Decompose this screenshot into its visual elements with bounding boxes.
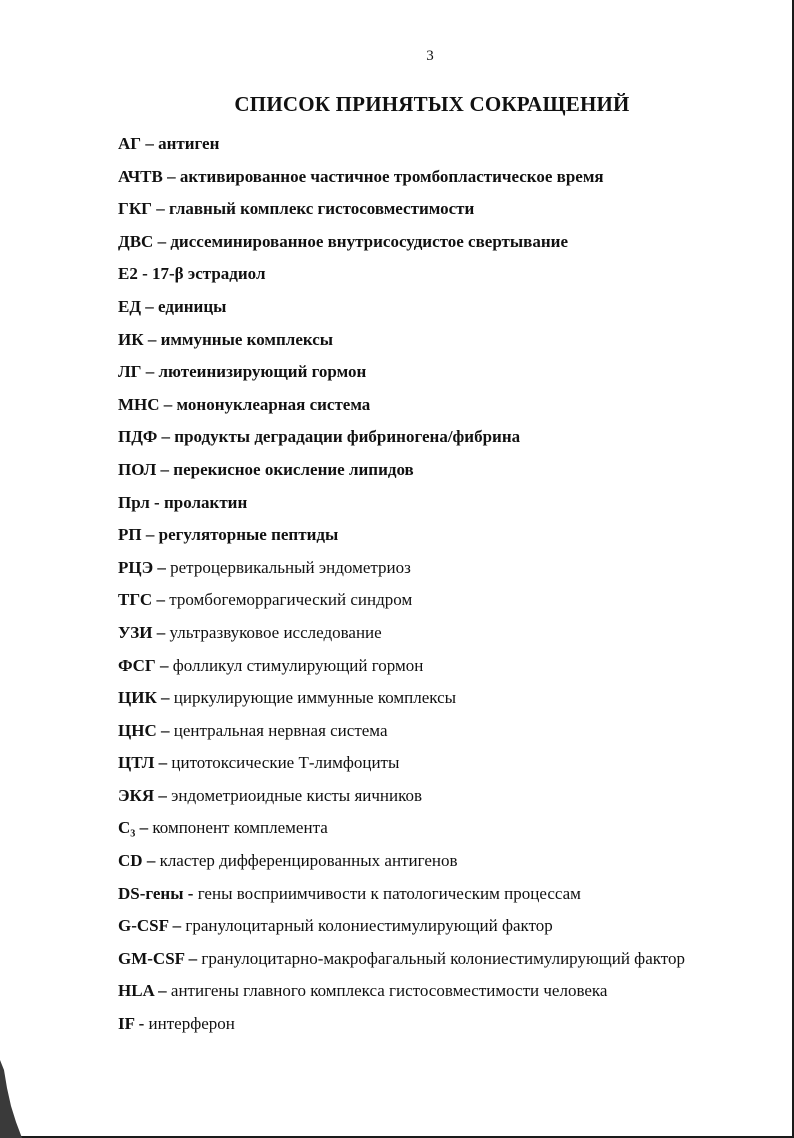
abbreviation-separator: – xyxy=(168,916,186,936)
abbreviation-term: УЗИ xyxy=(118,622,153,642)
list-item xyxy=(118,943,778,976)
abbreviation-separator: – xyxy=(152,622,170,642)
list-item xyxy=(118,356,778,389)
abbreviation-separator: – xyxy=(141,134,159,153)
abbreviation-definition: мононуклеарная система xyxy=(176,394,371,414)
abbreviation-separator: – xyxy=(156,688,174,708)
list-item xyxy=(118,975,778,1008)
abbreviation-term: МНС xyxy=(118,394,160,414)
list-item xyxy=(118,324,778,357)
abbreviation-separator: – xyxy=(154,785,172,805)
abbreviation-separator: – xyxy=(157,427,175,447)
abbreviation-term: ГКГ xyxy=(118,199,152,219)
abbreviation-term: ЦИК xyxy=(118,688,157,708)
page-title: СПИСОК ПРИНЯТЫХ СОКРАЩЕНИЙ xyxy=(234,92,630,116)
list-item xyxy=(118,291,778,324)
abbreviation-definition: ретроцервикальный эндометриоз xyxy=(170,557,411,577)
abbreviation-separator: – xyxy=(156,459,174,479)
abbreviation-term: РЦЭ xyxy=(118,557,154,577)
abbreviation-term: Прл xyxy=(118,492,150,512)
abbreviation-definition: центральная нервная система xyxy=(173,720,388,740)
abbreviation-definition: диссеминированное внутрисосудистое свертывание xyxy=(170,231,568,251)
abbreviation-term: ТГС xyxy=(118,590,153,610)
abbreviation-definition: фолликул стимулирующий гормон xyxy=(172,655,424,675)
abbreviation-definition: цитотоксические Т-лимфоциты xyxy=(171,753,400,773)
list-item xyxy=(118,161,778,194)
abbreviation-term: IF xyxy=(118,1014,135,1034)
abbreviation-term: ДВС xyxy=(118,231,154,251)
abbreviation-term: ЕД xyxy=(118,296,142,316)
abbreviation-term: G-CSF xyxy=(118,916,169,936)
abbreviation-separator: – xyxy=(135,818,153,838)
abbreviation-definition: интерферон xyxy=(148,1014,235,1034)
page-number: 3 xyxy=(426,48,434,64)
abbreviation-separator: – xyxy=(141,362,159,382)
list-item xyxy=(118,584,778,617)
list-item xyxy=(118,258,778,291)
abbreviation-separator: – xyxy=(141,296,159,316)
abbreviation-definition: эндометриоидные кисты яичников xyxy=(171,785,423,805)
list-item xyxy=(118,389,778,422)
abbreviation-term: ИК xyxy=(118,329,144,349)
abbreviation-separator: - xyxy=(149,492,164,512)
list-item xyxy=(118,715,778,748)
abbreviation-term: Е2 xyxy=(118,264,138,284)
abbreviation-definition: гранулоцитарный колониестимулирующий фактор xyxy=(185,916,553,936)
abbreviation-definition: активированное частичное тромбопластическое время xyxy=(179,166,604,186)
abbreviation-definition: тромбогеморрагический синдром xyxy=(169,590,413,610)
list-item xyxy=(118,617,778,650)
list-item xyxy=(118,650,778,683)
list-item xyxy=(118,1008,778,1041)
list-item xyxy=(118,780,778,813)
abbreviation-term: ЦТЛ xyxy=(118,753,155,773)
list-item xyxy=(118,421,778,454)
abbreviation-term: ЭКЯ xyxy=(118,785,155,805)
list-item xyxy=(118,519,778,552)
abbreviation-separator: - xyxy=(137,264,153,284)
list-item xyxy=(118,812,778,845)
abbreviation-definition: гены восприимчивости к патологическим процессам xyxy=(197,883,581,903)
abbreviation-term: ЛГ xyxy=(118,362,142,382)
abbreviation-term: АЧТВ xyxy=(118,166,163,186)
abbreviation-definition: единицы xyxy=(158,296,227,316)
abbreviation-term: HLA xyxy=(118,981,154,1001)
abbreviation-definition: пролактин xyxy=(163,492,248,512)
list-item xyxy=(118,128,778,161)
abbreviation-separator: – xyxy=(142,851,160,871)
list-item xyxy=(118,747,778,780)
abbreviation-separator: – xyxy=(184,948,202,968)
abbreviation-separator: – xyxy=(155,655,173,675)
list-item xyxy=(118,910,778,943)
abbreviation-separator: – xyxy=(151,199,169,219)
abbreviation-term: РП xyxy=(118,525,142,545)
abbreviation-term: DS-гены xyxy=(118,883,184,903)
list-item xyxy=(118,487,778,520)
list-item xyxy=(118,845,778,878)
abbreviation-definition: циркулирующие иммунные комплексы xyxy=(173,688,457,708)
scan-shadow-mark xyxy=(0,1060,22,1138)
list-item xyxy=(118,552,778,585)
abbreviation-term: ФСГ xyxy=(118,655,156,675)
abbreviation-separator: – xyxy=(159,394,177,414)
abbreviation-term: GM-CSF xyxy=(118,948,185,968)
abbreviation-definition: ультразвуковое исследование xyxy=(169,622,382,642)
abbreviation-definition: иммунные комплексы xyxy=(160,329,334,349)
abbreviation-definition: перекисное окисление липидов xyxy=(173,459,414,479)
abbreviation-definition: гранулоцитарно-макрофагальный колониестимулирующий фактор xyxy=(201,948,685,968)
abbreviation-separator: – xyxy=(143,329,161,349)
list-item xyxy=(118,226,778,259)
abbreviation-definition: продукты деградации фибриногена/фибрина xyxy=(174,427,521,447)
abbreviation-definition: главный комплекс гистосовместимости xyxy=(168,199,475,219)
list-item xyxy=(118,193,778,226)
abbreviation-definition: 17-β эстрадиол xyxy=(152,264,266,284)
abbreviation-term: CD xyxy=(118,851,143,871)
abbreviation-definition: антиген xyxy=(158,134,220,153)
abbreviation-term: ПДФ xyxy=(118,427,158,447)
abbreviation-term: АГ xyxy=(118,134,142,153)
abbreviation-term: С₃ xyxy=(118,818,136,838)
abbreviation-separator: - xyxy=(183,883,198,903)
abbreviation-definition: лютеинизирующий гормон xyxy=(158,362,367,382)
abbreviation-separator: – xyxy=(152,590,170,610)
abbreviation-separator: – xyxy=(154,753,172,773)
abbreviation-separator: – xyxy=(156,720,174,740)
abbreviation-separator: – xyxy=(153,557,171,577)
abbreviation-definition: кластер дифференцированных антигенов xyxy=(159,851,458,871)
abbreviation-separator: - xyxy=(134,1014,149,1034)
abbreviation-separator: – xyxy=(141,525,159,545)
abbreviation-term: ЦНС xyxy=(118,720,157,740)
list-item xyxy=(118,454,778,487)
abbreviation-separator: – xyxy=(162,166,180,186)
abbreviation-term: ПОЛ xyxy=(118,459,157,479)
list-item xyxy=(118,682,778,715)
abbreviation-separator: – xyxy=(153,231,171,251)
abbreviation-list xyxy=(118,128,778,1041)
abbreviation-definition: регуляторные пептиды xyxy=(158,525,339,545)
abbreviation-separator: – xyxy=(153,981,171,1001)
abbreviation-definition: антигены главного комплекса гистосовместимости человека xyxy=(170,981,608,1001)
abbreviation-definition: компонент комплемента xyxy=(152,818,328,838)
list-item xyxy=(118,878,778,911)
